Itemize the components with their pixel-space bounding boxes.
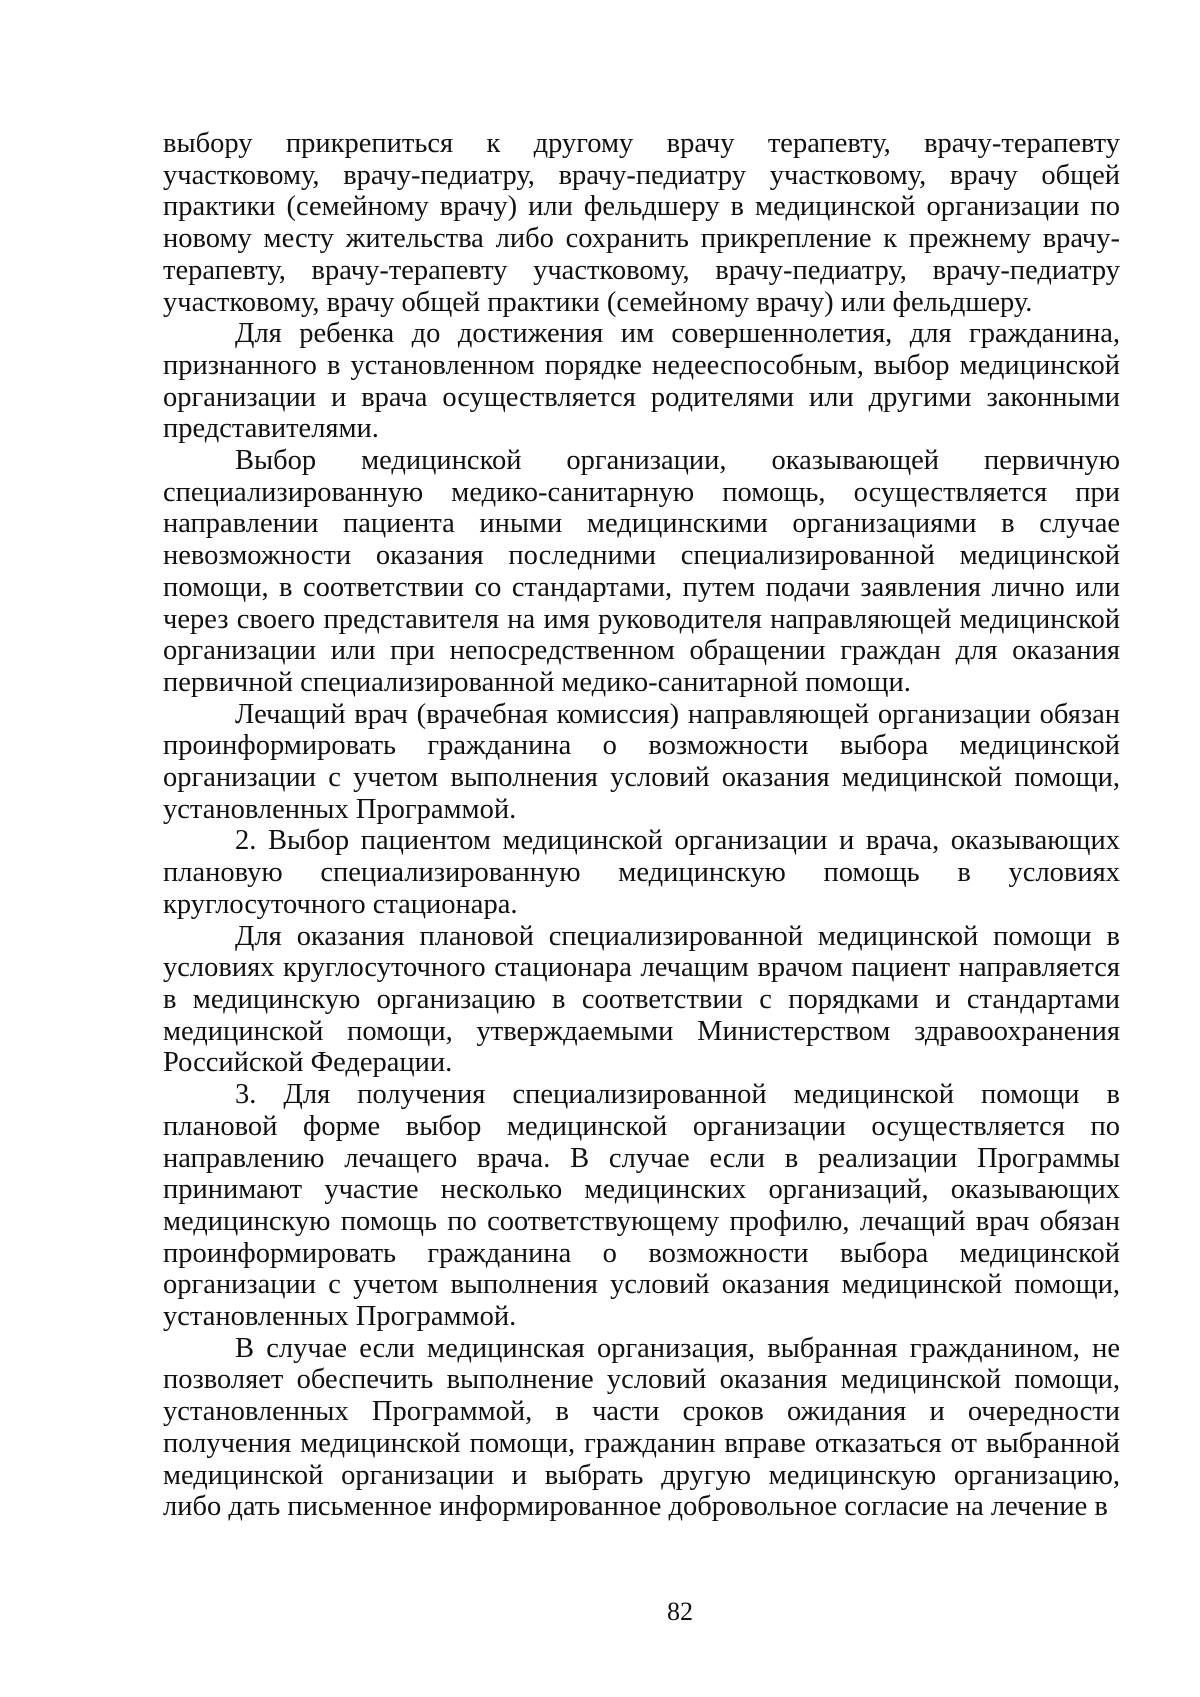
page-number: 82 — [667, 1597, 693, 1626]
paragraph-section-3: 3. Для получения специализированной медицинской помощи в плановой форме выбор медицинской организации осуществляется по направлению лечащего врача. В случае если в реализации Программы принимают участие несколько медицинских организаций, оказывающих медицинскую помощь по соответствующему профилю, лечащий врач обязан проинформировать гражданина о возможности выбора медицинской организации с учетом выполнения условий оказания медицинской помощи, установленных Программой. — [163, 1079, 1120, 1333]
paragraph-attending-physician-duty: Лечащий врач (врачебная комиссия) направляющей организации обязан проинформировать гражданина о возможности выбора медицинской организации с учетом выполнения условий оказания медицинской помощи, установленных Программой. — [163, 698, 1120, 825]
paragraph-minor-representatives: Для ребенка до достижения им совершеннолетия, для гражданина, признанного в установленном порядке недееспособным, выбор медицинской организации и врача осуществляется родителями или другими законными представителями. — [163, 318, 1120, 445]
paragraph-refusal-option: В случае если медицинская организация, выбранная гражданином, не позволяет обеспечить выполнение условий оказания медицинской помощи, установленных Программой, в части сроков ожидания и очередности получения медицинской помощи, гражданин вправе отказаться от выбранной медицинской организации и выбрать другую медицинскую организацию, либо дать письменное информированное добровольное согласие на лечение в — [163, 1332, 1120, 1523]
paragraph-planned-inpatient-referral: Для оказания плановой специализированной медицинской помощи в условиях круглосуточного стационара лечащим врачом пациент направляется в медицинскую организацию в соответствии с порядками и стандартами медицинской помощи, утверждаемыми Министерством здравоохранения Российской Федерации. — [163, 920, 1120, 1079]
paragraph-section-2-heading: 2. Выбор пациентом медицинской организации и врача, оказывающих плановую специализированную медицинскую помощь в условиях круглосуточного стационара. — [163, 825, 1120, 920]
document-body — [163, 128, 1120, 1523]
paragraph-continuation: выбору прикрепиться к другому врачу терапевту, врачу-терапевту участковому, врачу-педиатру, врачу-педиатру участковому, врачу общей практики (семейному врачу) или фельдшеру в медицинской организации по новому месту жительства либо сохранить прикрепление к прежнему врачу-терапевту, врачу-терапевту участковому, врачу-педиатру, врачу-педиатру участковому, врачу общей практики (семейному врачу) или фельдшеру. — [163, 128, 1120, 318]
paragraph-primary-specialized-choice: Выбор медицинской организации, оказывающей первичную специализированную медико-санитарную помощь, осуществляется при направлении пациента иными медицинскими организациями в случае невозможности оказания последними специализированной медицинской помощи, в соответствии со стандартами, путем подачи заявления лично или через своего представителя на имя руководителя направляющей медицинской организации или при непосредственном обращении граждан для оказания первичной специализированной медико-санитарной помощи. — [163, 445, 1120, 698]
